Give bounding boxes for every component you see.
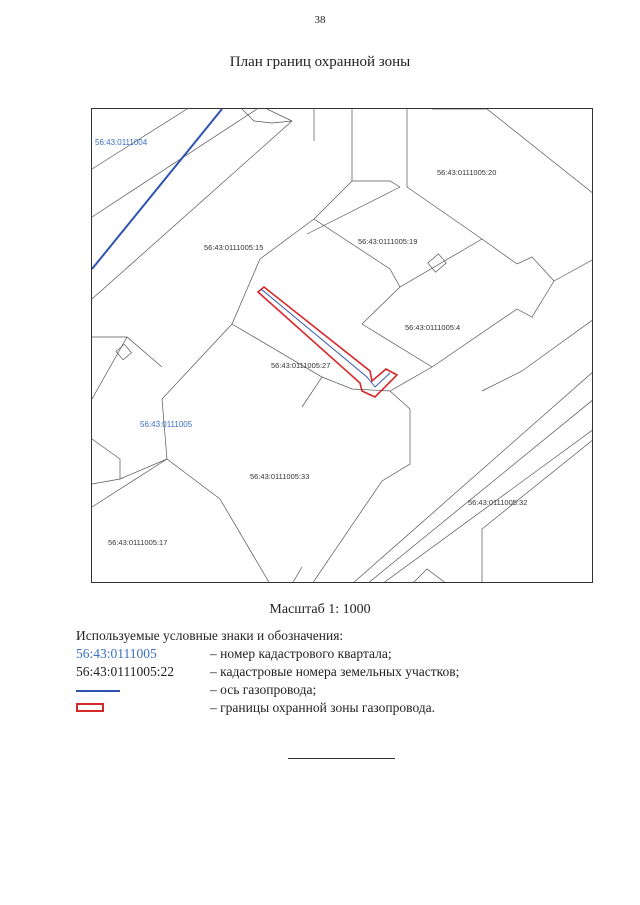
- legend-desc-gas-axis: – ось газопровода;: [210, 682, 317, 697]
- parcel-label-19: 56:43:0111005:19: [358, 237, 418, 246]
- parcel-label-17: 56:43:0111005:17: [108, 538, 168, 547]
- parcel-label-32: 56:43:0111005:32: [468, 498, 528, 507]
- parcel-label-20: 56:43:0111005:20: [437, 168, 497, 177]
- parcel-label-27: 56:43:0111005:27: [271, 361, 331, 370]
- cadastral-map: [91, 108, 593, 583]
- parcel-label-4: 56:43:0111005:4: [405, 323, 461, 332]
- quarter-label-0111005: 56:43:0111005: [140, 420, 193, 429]
- divider-line: [288, 758, 395, 759]
- parcel-label-15: 56:43:0111005:15: [204, 243, 264, 252]
- page-number: 38: [314, 14, 326, 26]
- quarter-label-0111004: 56:43:0111004: [95, 138, 148, 147]
- page-title: План границ охранной зоны: [229, 54, 411, 70]
- legend-key-quarter: 56:43:0111005: [76, 646, 157, 661]
- blue-line-icon: [76, 690, 120, 692]
- legend-desc-parcel: – кадастровые номера земельных участков;: [210, 664, 460, 679]
- legend-heading: Используемые условные знаки и обозначения:: [76, 628, 344, 643]
- legend-desc-zone: – границы охранной зоны газопровода.: [210, 700, 436, 715]
- legend-desc-quarter: – номер кадастрового квартала;: [210, 646, 392, 661]
- parcel-label-33: 56:43:0111005:33: [250, 472, 310, 481]
- map-lines: [92, 109, 593, 583]
- map-scale: Масштаб 1: 1000: [269, 602, 371, 617]
- legend-key-parcel: 56:43:0111005:22: [76, 664, 175, 679]
- red-rectangle-icon: [76, 703, 104, 712]
